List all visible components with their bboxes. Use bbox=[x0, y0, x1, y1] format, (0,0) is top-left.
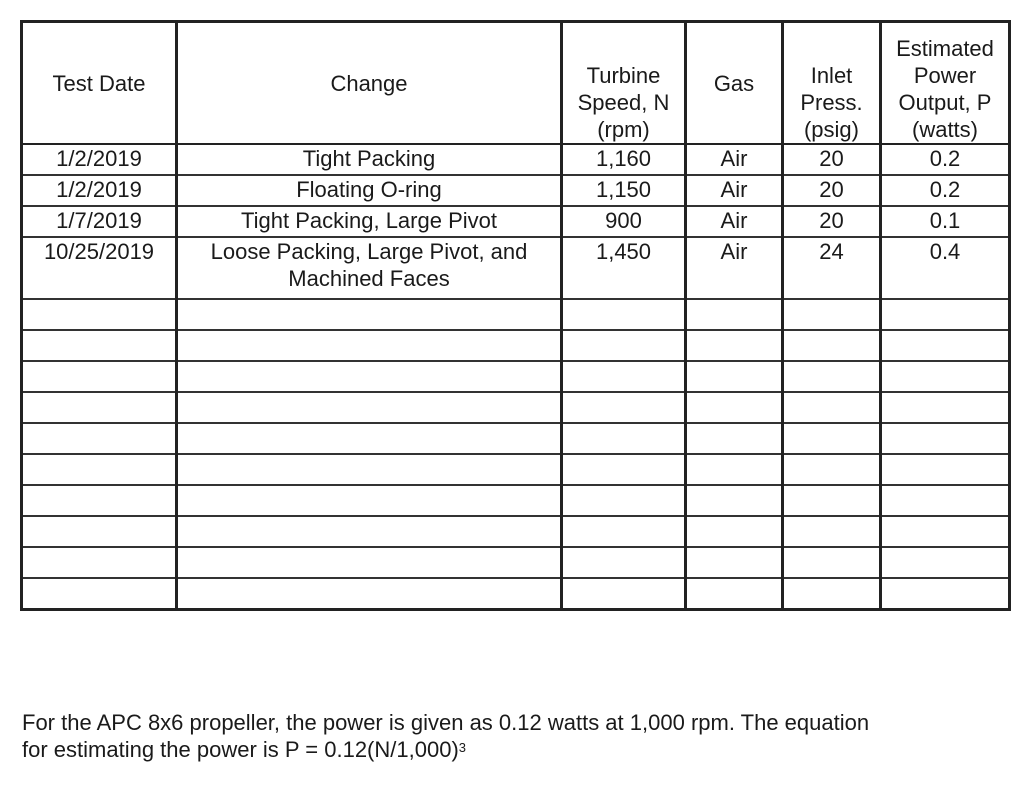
cell-turbine-speed: 1,150 bbox=[562, 175, 686, 206]
cell-test-date: 1/2/2019 bbox=[22, 144, 177, 175]
cell-change: Floating O-ring bbox=[177, 175, 562, 206]
cell-test-date: 1/2/2019 bbox=[22, 175, 177, 206]
header-inlet-press bbox=[783, 22, 881, 145]
cell-inlet-press: 20 bbox=[783, 144, 881, 175]
empty-row bbox=[22, 361, 1010, 392]
header-power-output-line-2: Power bbox=[913, 63, 977, 88]
header-turbine-speed-line-1: Turbine bbox=[586, 63, 661, 88]
header-change: Change bbox=[177, 22, 562, 145]
note-line-2-text: for estimating the power is P = 0.12(N/1,000) bbox=[22, 737, 459, 762]
turbine-test-table bbox=[20, 20, 1011, 611]
cell-gas: Air bbox=[686, 144, 783, 175]
test-log-sheet bbox=[20, 20, 1008, 616]
cell-power-output: 0.1 bbox=[881, 206, 1010, 237]
cell-test-date: 1/7/2019 bbox=[22, 206, 177, 237]
cell-inlet-press: 20 bbox=[783, 175, 881, 206]
empty-row bbox=[22, 516, 1010, 547]
cell-change-line-2: Machined Faces bbox=[288, 266, 450, 291]
table-row bbox=[22, 144, 1010, 175]
note-line-1: For the APC 8x6 propeller, the power is given as 0.12 watts at 1,000 rpm. The equation bbox=[22, 710, 870, 735]
cell-turbine-speed: 1,450 bbox=[562, 237, 686, 299]
note-line-2 bbox=[22, 736, 1012, 763]
header-turbine-speed-line-2: Speed, N bbox=[577, 90, 670, 115]
header-test-date: Test Date bbox=[22, 22, 177, 145]
header-turbine-speed-line-3: (rpm) bbox=[597, 117, 650, 142]
cell-test-date: 10/25/2019 bbox=[22, 237, 177, 299]
empty-row bbox=[22, 299, 1010, 330]
header-inlet-press-line-3: (psig) bbox=[803, 117, 859, 142]
note-exponent: 3 bbox=[458, 740, 467, 755]
table-row bbox=[22, 175, 1010, 206]
empty-row bbox=[22, 454, 1010, 485]
header-power-output bbox=[881, 22, 1010, 145]
header-gas: Gas bbox=[686, 22, 783, 145]
cell-inlet-press: 24 bbox=[783, 237, 881, 299]
empty-row bbox=[22, 423, 1010, 454]
header-power-output-line-4: (watts) bbox=[912, 117, 978, 142]
empty-row bbox=[22, 578, 1010, 610]
cell-turbine-speed: 1,160 bbox=[562, 144, 686, 175]
cell-change: Tight Packing, Large Pivot bbox=[177, 206, 562, 237]
header-power-output-line-1: Estimated bbox=[896, 36, 994, 61]
empty-row bbox=[22, 485, 1010, 516]
cell-power-output: 0.2 bbox=[881, 144, 1010, 175]
empty-row bbox=[22, 392, 1010, 423]
cell-change: Tight Packing bbox=[177, 144, 562, 175]
header-inlet-press-line-1: Inlet bbox=[810, 63, 853, 88]
header-power-output-line-3: Output, P bbox=[898, 90, 992, 115]
table-row bbox=[22, 206, 1010, 237]
header-turbine-speed bbox=[562, 22, 686, 145]
header-inlet-press-line-2: Press. bbox=[800, 90, 863, 115]
cell-change-line-1: Loose Packing, Large Pivot, and bbox=[210, 239, 528, 264]
cell-change bbox=[177, 237, 562, 299]
cell-power-output: 0.4 bbox=[881, 237, 1010, 299]
cell-gas: Air bbox=[686, 175, 783, 206]
table-row bbox=[22, 237, 1010, 299]
empty-row bbox=[22, 547, 1010, 578]
power-equation-note bbox=[22, 709, 1012, 763]
header-row bbox=[22, 22, 1010, 145]
cell-turbine-speed: 900 bbox=[562, 206, 686, 237]
cell-power-output: 0.2 bbox=[881, 175, 1010, 206]
cell-gas: Air bbox=[686, 237, 783, 299]
empty-row bbox=[22, 330, 1010, 361]
cell-inlet-press: 20 bbox=[783, 206, 881, 237]
cell-gas: Air bbox=[686, 206, 783, 237]
